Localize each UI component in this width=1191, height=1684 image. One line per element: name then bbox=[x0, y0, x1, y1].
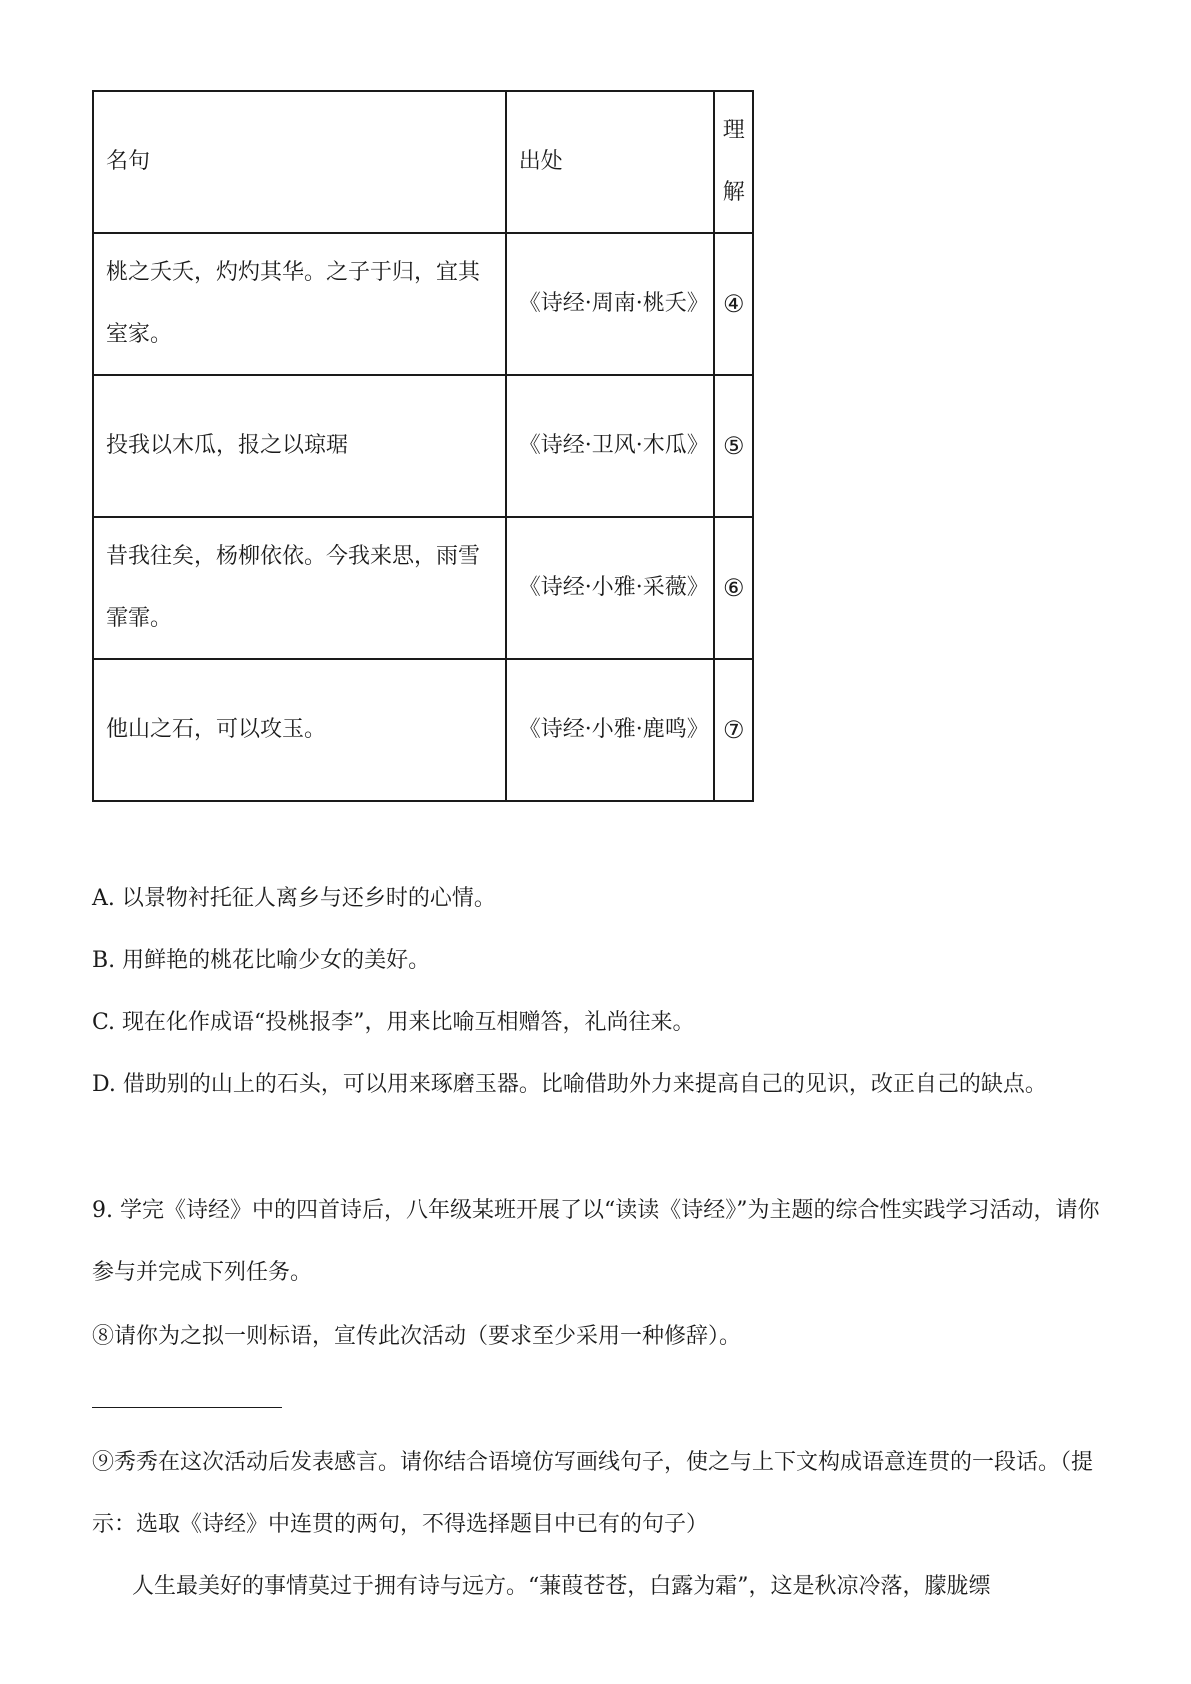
table-row bbox=[93, 233, 753, 375]
answer-options bbox=[92, 868, 1102, 1116]
option-a: A. 以景物衬托征人离乡与还乡时的心情。 bbox=[92, 886, 496, 911]
header-quote: 名句 bbox=[93, 91, 506, 233]
understanding-blank: ⑤ bbox=[714, 375, 753, 517]
source-cell: 《诗经·小雅·采薇》 bbox=[506, 517, 715, 659]
source-cell: 《诗经·小雅·鹿鸣》 bbox=[506, 659, 715, 801]
answer-line bbox=[92, 1407, 282, 1408]
quote-cell: 昔我往矣，杨柳依依。今我来思，雨雪霏霏。 bbox=[93, 517, 506, 659]
poem-table bbox=[92, 90, 754, 802]
task-9: ⑨秀秀在这次活动后发表感言。请你结合语境仿写画线句子，使之与上下文构成语意连贯的一段话。（提示：选取《诗经》中连贯的两句，不得选择题目中已有的句子） bbox=[92, 1450, 1094, 1537]
table-row bbox=[93, 517, 753, 659]
header-source: 出处 bbox=[506, 91, 715, 233]
table-row bbox=[93, 659, 753, 801]
option-d: D. 借助别的山上的石头，可以用来琢磨玉器。比喻借助外力来提高自己的见识，改正自己的缺点。 bbox=[92, 1072, 1047, 1097]
header-understanding-cell bbox=[714, 91, 753, 233]
understanding-blank: ④ bbox=[714, 233, 753, 375]
option-c: C. 现在化作成语“投桃报李”，用来比喻互相赠答，礼尚往来。 bbox=[92, 1010, 695, 1035]
task-8: ⑧请你为之拟一则标语，宣传此次活动（要求至少采用一种修辞）。 bbox=[92, 1324, 742, 1349]
understanding-blank: ⑦ bbox=[714, 659, 753, 801]
quote-cell: 他山之石，可以攻玉。 bbox=[93, 659, 506, 801]
table-row bbox=[93, 375, 753, 517]
source-cell: 《诗经·卫风·木瓜》 bbox=[506, 375, 715, 517]
understanding-blank: ⑥ bbox=[714, 517, 753, 659]
reflection-paragraph: 人生最美好的事情莫过于拥有诗与远方。“蒹葭苍苍，白露为霜”，这是秋凉冷落，朦胧缥 bbox=[132, 1574, 991, 1599]
option-b: B. 用鲜艳的桃花比喻少女的美好。 bbox=[92, 948, 431, 973]
quote-cell: 投我以木瓜，报之以琼琚 bbox=[93, 375, 506, 517]
table-header-row bbox=[93, 91, 753, 233]
header-understanding: 理解 bbox=[722, 118, 745, 205]
question-9-stem: 9. 学完《诗经》中的四首诗后，八年级某班开展了以“读读《诗经》”为主题的综合性实践学习活动，请你参与并完成下列任务。 bbox=[92, 1198, 1100, 1285]
quote-cell: 桃之夭夭，灼灼其华。之子于归，宜其室家。 bbox=[93, 233, 506, 375]
source-cell: 《诗经·周南·桃夭》 bbox=[506, 233, 715, 375]
